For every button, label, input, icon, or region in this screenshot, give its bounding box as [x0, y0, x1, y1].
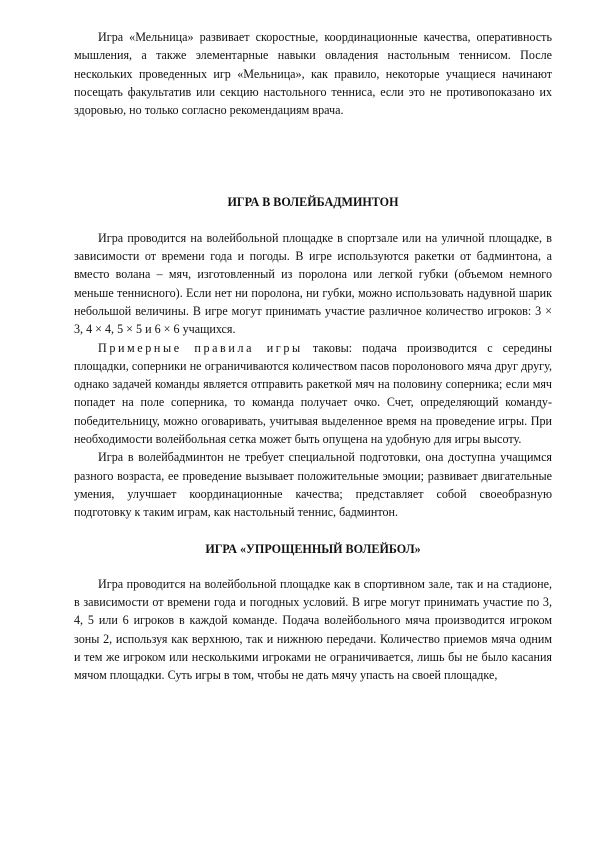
rules-text: таковы: подача производится с середины площадки, соперники не ограничиваются количеством пасов поролонового мяча друг другу, однако задачей команды является отправить ракеткой мяч на половину соперника; если мяч попадет на поле соперника, то команда получает очко. Счет, определяющий команду-победительницу, можно оговаривать, учитывая выделенное время на проведение игры. При необходимости волейбольная сетка может быть опущена на удобную для игры высоту. [74, 340, 553, 447]
volleybadminton-paragraph-3: Игра в волейбадминтон не требует специальной подготовки, она доступна учащимся разного возраста, ее проведение вызывает положительные эмоции; развивает двигательные умения, улучшает координационные качества; представляет собой своеобразную подготовку к таким играм, как настольный теннис, бадминтон. [74, 450, 552, 520]
volleybadminton-paragraph-1: Игра проводится на волейбольной площадке в спортзале или на уличной площадке, в зависимости от времени года и погоды. В игре используются ракетки от бадминтона, а вместо волана – мяч, изготовленный из поролона или легкой губки (объемом немного меньше теннисного). Если нет ни поролона, ни губки, можно использовать надувной шарик небольшой величины. В игре могут принимать участие различное количество игроков: 3 × 3, 4 × 4, 5 × 5 и 6 × 6 учащихся. [74, 230, 552, 337]
simplified-volleyball-paragraph-1: Игра проводится на волейбольной площадке как в спортивном зале, так и на стадионе, в зависимости от времени года и погодных условий. В игре могут принимать участие по 3, 4, 5 или 6 игроков в каждой команде. Подача волейбольного мяча производится игроком зоны 2, используя как верхнюю, так и нижнюю передачи. Количество приемов мяча одним и тем же игроком или несколькими игроками не ограничивается, лишь бы не было касания мячом площадки. Суть игры в том, чтобы не дать мячу упасть на своей площадке, [74, 576, 552, 683]
section-heading-volleybadminton: ИГРА В ВОЛЕЙБАДМИНТОН [227, 195, 399, 210]
rules-lead-phrase: Примерные правила игры [98, 340, 303, 355]
intro-paragraph: Игра «Мельница» развивает скоростные, координационные качества, оперативность мышления, а также элементарные навыки овладения настольным теннисом. После нескольких проведенных игр «Мельница», как правило, некоторые учащиеся начинают посещать факультатив или секцию настольного тенниса, если это не противопоказано их здоровью, но только согласно рекомендациям врача. [74, 30, 552, 118]
document-page [74, 28, 552, 685]
volleybadminton-paragraph-2 [74, 339, 552, 449]
section-heading-simplified-volleyball: ИГРА «УПРОЩЕННЫЙ ВОЛЕЙБОЛ» [205, 541, 421, 556]
